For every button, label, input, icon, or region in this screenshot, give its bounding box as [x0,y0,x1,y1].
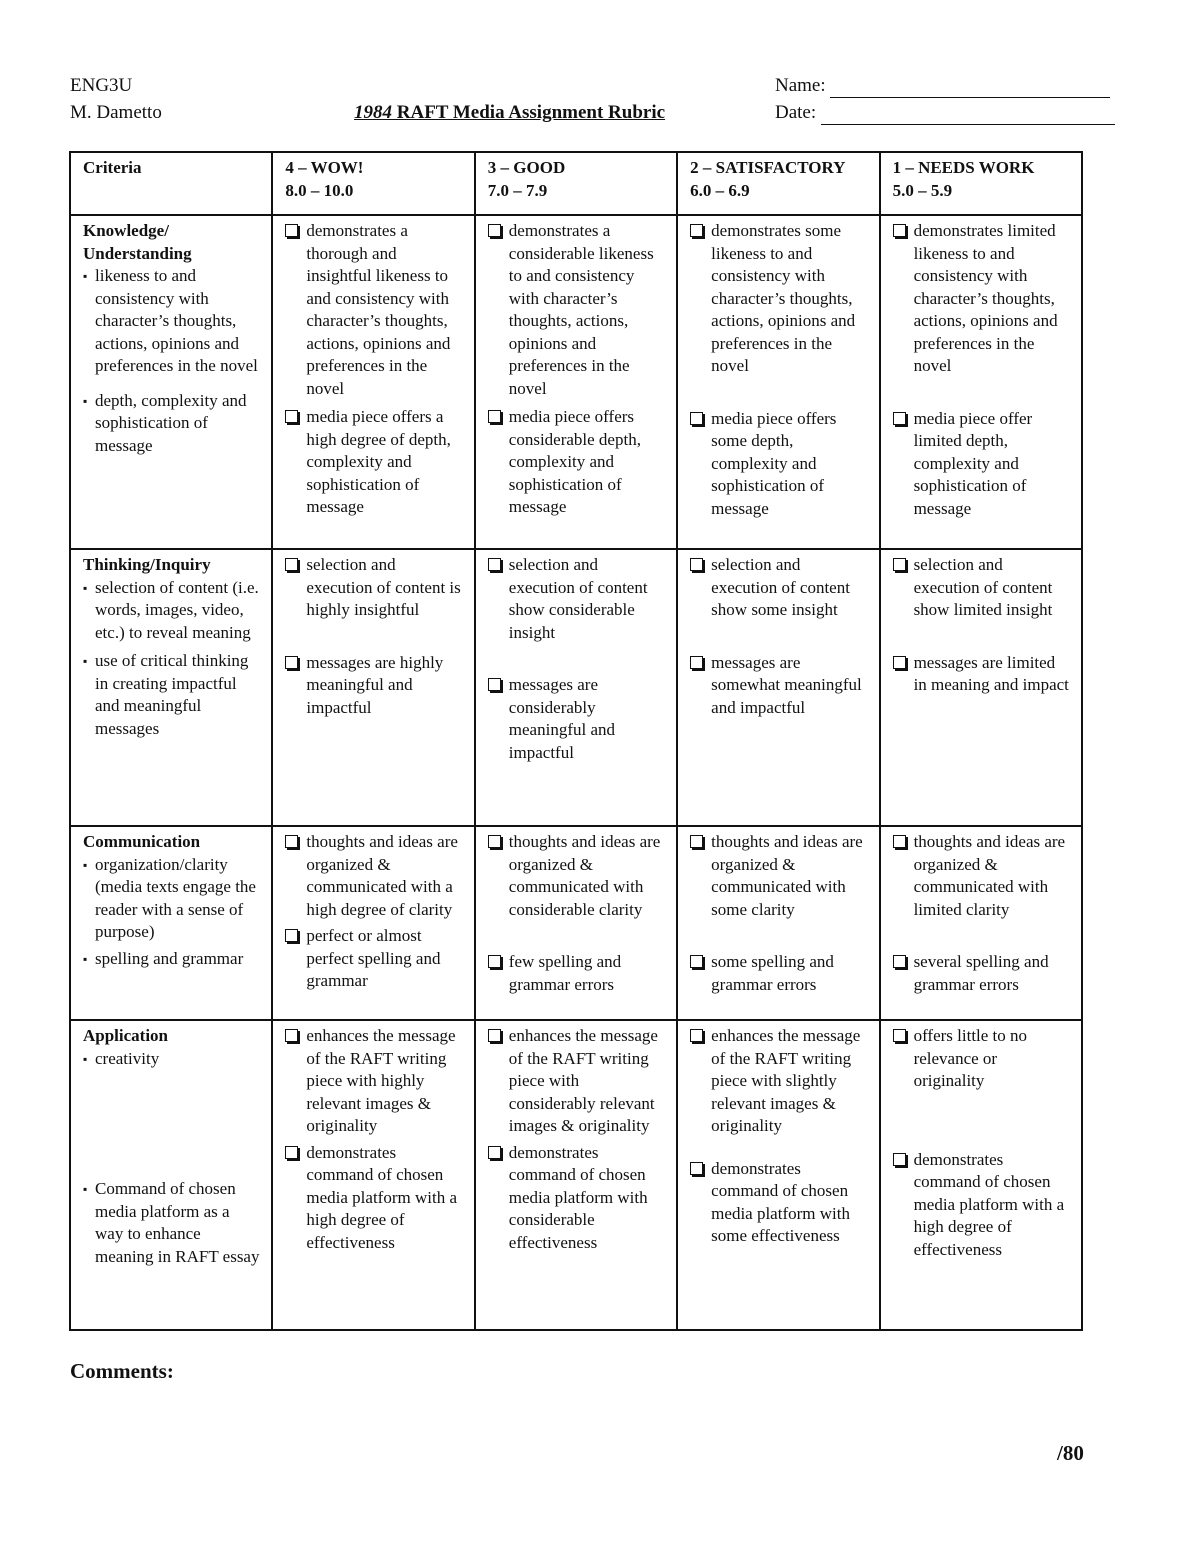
checkbox-icon[interactable] [488,955,501,968]
item-text: messages are highly meaningful and impactful [306,652,444,717]
checkbox-item[interactable] [285,1142,463,1255]
date-label: Date: [775,102,817,123]
checkbox-icon[interactable] [690,656,703,669]
date-field[interactable] [775,101,1115,125]
title-italic: 1984 [354,102,392,123]
checkbox-icon[interactable] [690,1162,703,1175]
criteria-header [70,152,272,215]
checkbox-item[interactable] [488,831,666,921]
item-text: enhances the message of the RAFT writing piece with considerably relevant images & originality [508,1026,658,1135]
checkbox-item[interactable] [285,831,463,921]
level2-cell [677,215,879,549]
checkbox-icon[interactable] [893,835,906,848]
level2-title: 2 – SATISFACTORY [690,158,846,177]
header-row [70,152,1082,215]
checkbox-item[interactable] [488,406,666,519]
level3-header [475,152,677,215]
checkbox-icon[interactable] [488,678,501,691]
name-field[interactable] [775,74,1110,98]
criteria-title: Communication [83,832,201,851]
bullet-text: selection of content (i.e. words, images, video, etc.) to reveal meaning [95,577,259,642]
checkbox-item[interactable] [893,652,1071,697]
item-text: media piece offers considerable depth, complexity and sophistication of message [508,407,641,516]
level2-cell [677,826,879,1020]
level2-cell [677,1020,879,1330]
checkbox-item[interactable] [690,220,868,378]
item-text: messages are somewhat meaningful and impactful [711,652,862,717]
level2-header [677,152,879,215]
level1-cell [880,1020,1082,1330]
checkbox-icon[interactable] [285,224,298,237]
checkbox-item[interactable] [488,1025,666,1138]
checkbox-item[interactable] [893,220,1071,378]
checkbox-item[interactable] [285,220,463,400]
item-text: demonstrates command of chosen media platform with some effectiveness [711,1158,850,1245]
checkbox-item[interactable] [690,831,868,921]
level4-cell [272,215,474,549]
checkbox-icon[interactable] [893,412,906,425]
criteria-cell [70,1020,272,1330]
checkbox-item[interactable] [893,831,1071,921]
checkbox-item[interactable] [285,925,463,993]
page-title [354,101,665,125]
name-blank[interactable] [830,97,1110,98]
item-text: media piece offers a high degree of depth, complexity and sophistication of message [306,407,451,516]
criteria-bullet: ▪ creativity [83,1048,261,1071]
checkbox-icon[interactable] [488,1146,501,1159]
checkbox-icon[interactable] [893,1029,906,1042]
checkbox-item[interactable] [690,554,868,622]
checkbox-icon[interactable] [285,835,298,848]
checkbox-icon[interactable] [893,955,906,968]
bullet-text: likeness to and consistency with character’s thoughts, actions, opinions and preferences in the novel [95,266,258,375]
level4-cell [272,826,474,1020]
checkbox-item[interactable] [488,220,666,400]
bullet-text: depth, complexity and sophistication of message [95,390,247,455]
criteria-bullet: ▪ Command of chosen media platform as a way to enhance meaning in RAFT essay [83,1178,261,1268]
criteria-title: Thinking/Inquiry [83,555,211,574]
level1-cell [880,826,1082,1020]
date-blank[interactable] [821,124,1115,125]
level2-range: 6.0 – 6.9 [690,180,750,200]
item-text: demonstrates limited likeness to and consistency with character’s thoughts, actions, opinions and preferences in the novel [913,221,1058,375]
item-text: offers little to no relevance or originality [913,1026,1028,1090]
checkbox-item[interactable] [285,652,463,720]
level1-range: 5.0 – 5.9 [892,180,953,200]
checkbox-icon[interactable] [488,835,501,848]
item-text: selection and execution of content show considerable insight [508,555,648,642]
criteria-bullet: ▪ organization/clarity (media texts engage the reader with a sense of purpose) [83,854,261,944]
checkbox-item[interactable] [690,652,868,720]
level4-cell [272,1020,474,1330]
course-code: ENG3U [70,75,133,96]
checkbox-icon[interactable] [488,1029,501,1042]
checkbox-item[interactable] [690,951,868,996]
item-text: messages are considerably meaningful and impactful [508,675,615,762]
table-row [70,215,1082,549]
criteria-bullet: ▪ depth, complexity and sophistication of message [83,390,261,458]
checkbox-item[interactable] [690,408,868,521]
checkbox-item[interactable] [893,554,1071,622]
level3-range: 7.0 – 7.9 [487,180,548,200]
checkbox-icon[interactable] [285,656,298,669]
item-text: demonstrates some likeness to and consistency with character’s thoughts, actions, opinions and preferences in the novel [711,221,856,375]
score-total: /80 [1057,1441,1084,1465]
checkbox-icon[interactable] [893,1153,906,1166]
level3-title: 3 – GOOD [487,158,566,177]
bullet-text: spelling and grammar [95,948,244,968]
item-text: demonstrates a thorough and insightful likeness to and consistency with character’s thoughts, actions, opinions and preferences in the novel [306,221,451,398]
item-text: media piece offer limited depth, complexity and sophistication of message [913,408,1033,518]
criteria-title: Knowledge/ Understanding [83,221,192,263]
criteria-bullet: ▪ selection of content (i.e. words, images, video, etc.) to reveal meaning [83,577,261,645]
checkbox-icon[interactable] [285,1029,298,1042]
checkbox-item[interactable] [690,1158,868,1248]
level3-cell [475,1020,677,1330]
checkbox-item[interactable] [285,1025,463,1138]
checkbox-icon[interactable] [285,410,298,423]
checkbox-item[interactable] [488,951,666,996]
bullet-text: Command of chosen media platform as a way to enhance meaning in RAFT essay [95,1179,260,1266]
level3-cell [475,826,677,1020]
level2-cell [677,549,879,826]
item-text: demonstrates a considerable likeness to and consistency with character’s thoughts, actions, opinions and preferences in the novel [508,221,654,398]
item-text: media piece offers some depth, complexity and sophistication of message [711,408,837,518]
criteria-cell [70,215,272,549]
item-text: thoughts and ideas are organized & communicated with considerable clarity [508,832,661,919]
comments-label: Comments: [70,1359,174,1383]
checkbox-item[interactable] [893,408,1071,521]
checkbox-item[interactable] [488,1142,666,1255]
checkbox-icon[interactable] [285,558,298,571]
item-text: demonstrates command of chosen media platform with a high degree of effectiveness [913,1149,1065,1259]
bullet-text: creativity [95,1048,160,1068]
item-text: demonstrates command of chosen media platform with a high degree of effectiveness [306,1142,457,1252]
criteria-header-label: Criteria [83,158,142,177]
checkbox-icon[interactable] [893,656,906,669]
checkbox-icon[interactable] [285,929,298,942]
checkbox-icon[interactable] [690,1029,703,1042]
checkbox-item[interactable] [690,1025,868,1138]
item-text: messages are limited in meaning and impact [913,652,1069,694]
item-text: selection and execution of content show some insight [711,555,850,619]
criteria-cell [70,549,272,826]
level1-header [880,152,1082,215]
bullet-text: use of critical thinking in creating impactful and meaningful messages [95,651,249,738]
level1-title: 1 – NEEDS WORK [892,158,1035,177]
level3-cell [475,549,677,826]
item-text: demonstrates command of chosen media platform with considerable effectiveness [508,1142,648,1252]
checkbox-item[interactable] [285,406,463,519]
level4-title: 4 – WOW! [285,158,364,177]
criteria-title: Application [83,1026,169,1045]
level4-header [272,152,474,215]
level1-cell [880,215,1082,549]
item-text: selection and execution of content is highly insightful [306,555,461,619]
checkbox-icon[interactable] [488,224,501,237]
checkbox-icon[interactable] [690,835,703,848]
item-text: enhances the message of the RAFT writing piece with slightly relevant images & originality [711,1026,861,1135]
name-label: Name: [775,75,826,96]
rubric-table [69,151,1083,1331]
teacher-name: M. Dametto [70,102,162,123]
item-text: some spelling and grammar errors [711,952,834,994]
checkbox-item[interactable] [893,1025,1071,1093]
title-rest: RAFT Media Assignment Rubric [392,102,666,123]
checkbox-item[interactable] [285,554,463,622]
level4-cell [272,549,474,826]
item-text: selection and execution of content show limited insight [913,555,1053,619]
level3-cell [475,215,677,549]
item-text: thoughts and ideas are organized & communicated with some clarity [711,832,863,919]
criteria-cell [70,826,272,1020]
bullet-text: organization/clarity (media texts engage the reader with a sense of purpose) [95,854,256,941]
criteria-bullet: ▪ use of critical thinking in creating impactful and meaningful messages [83,650,261,740]
criteria-bullet: ▪ likeness to and consistency with character’s thoughts, actions, opinions and preferences in the novel [83,265,261,378]
checkbox-icon[interactable] [285,1146,298,1159]
item-text: several spelling and grammar errors [913,952,1049,994]
checkbox-item[interactable] [488,674,666,764]
checkbox-item[interactable] [893,1149,1071,1262]
item-text: few spelling and grammar errors [508,952,622,994]
item-text: thoughts and ideas are organized & communicated with limited clarity [913,832,1066,919]
checkbox-icon[interactable] [893,224,906,237]
table-row [70,826,1082,1020]
checkbox-icon[interactable] [488,410,501,423]
checkbox-item[interactable] [893,951,1071,996]
checkbox-icon[interactable] [690,224,703,237]
item-text: perfect or almost perfect spelling and grammar [306,926,441,990]
checkbox-icon[interactable] [488,558,501,571]
table-row [70,549,1082,826]
criteria-bullet: ▪ spelling and grammar [83,948,261,971]
item-text: thoughts and ideas are organized & communicated with a high degree of clarity [306,832,458,919]
checkbox-icon[interactable] [690,955,703,968]
checkbox-icon[interactable] [690,558,703,571]
checkbox-icon[interactable] [893,558,906,571]
checkbox-item[interactable] [488,554,666,644]
item-text: enhances the message of the RAFT writing piece with highly relevant images & originality [306,1026,456,1135]
level4-range: 8.0 – 10.0 [285,180,354,200]
level1-cell [880,549,1082,826]
checkbox-icon[interactable] [690,412,703,425]
table-row [70,1020,1082,1330]
